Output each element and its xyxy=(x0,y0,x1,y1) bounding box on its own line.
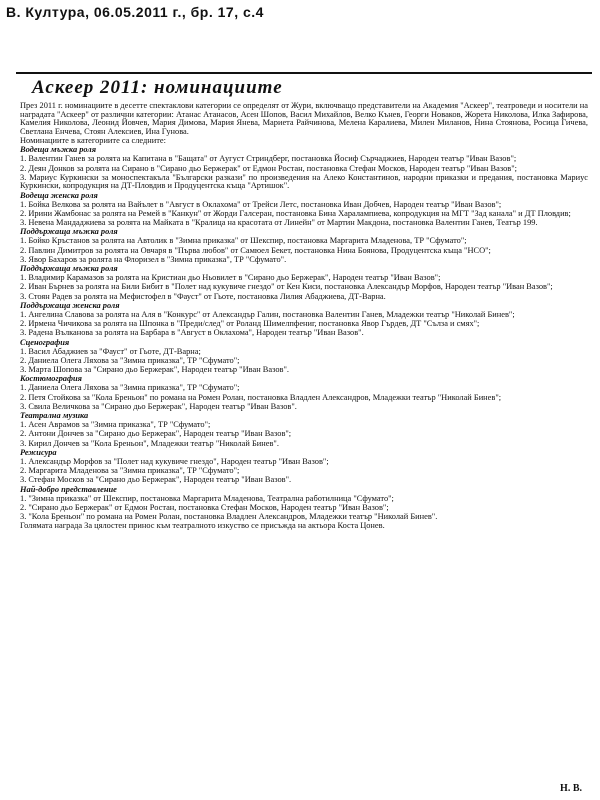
nomination-entry: 1. Владимир Карамазов за ролята на Кристиан дьо Ньовилет в "Сирано дьо Бержерак", Народен театър "Иван Вазов"; xyxy=(20,273,441,283)
closing-paragraph: Голямата награда За цялостен принос към театралното изкуство се присъжда на актьора Коста Цонев. xyxy=(20,521,385,531)
nomination-entry: 2. Ирмена Чичикова за ролята на Шпонка в "Преди/след" от Роланд Шимелпфениг, постановка Явор Гърдев, ДТ "Сълза и смях"; xyxy=(20,319,480,329)
nomination-entry: 1. Валентин Ганев за ролята на Капитана в "Бащата" от Аугуст Стриндберг, постановка Йосиф Сърчаджиев, Народен театър "Иван Вазов"; xyxy=(20,154,517,164)
nomination-entry: 3. Мариус Куркински за моноспектакъла "Български разкази" по произведения на Алеко Константинов, народни приказки и предания, постановка Мариус Куркински, копродукция на ДТ-Пловдив и Продуцентска къща "Артишок". xyxy=(20,172,588,191)
nomination-entry: 3. Явор Бахаров за ролята на Флоризел в "Зимна приказка", ТР "Сфумато". xyxy=(20,254,287,264)
nomination-entry: 2. Петя Стойкова за "Кола Бреньон" по романа на Ромен Ролан, постановка Владлен Александров, Младежки театър "Николай Бинев"; xyxy=(20,392,502,402)
nomination-entry: 2. "Сирано дьо Бержерак" от Едмон Ростан, постановка Стефан Москов, Народен театър "Иван Вазов"; xyxy=(20,502,389,512)
nomination-entry: 2. Деян Донков за ролята на Сирано в "Сирано дьо Бержерак" от Едмон Ростан, постановка Стефан Москов, Народен театър "Иван Вазов"; xyxy=(20,163,517,173)
nomination-entry: 1. Асен Аврамов за "Зимна приказка", ТР "Сфумато"; xyxy=(20,420,211,430)
nomination-entry: 3. "Кола Бреньон" по романа на Ромен Ролан, постановка Владлен Александров, Младежки театър "Николай Бинев". xyxy=(20,512,438,522)
nomination-entry: 1. Даниела Олега Ляхова за "Зимна приказка", ТР "Сфумато"; xyxy=(20,383,240,393)
nomination-entry: 1. Александър Морфов за "Полет над кукувиче гнездо", Народен театър "Иван Вазов"; xyxy=(20,456,329,466)
category-heading: Театрална музика xyxy=(20,411,89,420)
nomination-entry: 2. Маргарита Младенова за "Зимна приказка", ТР "Сфумато"; xyxy=(20,466,240,476)
nomination-entry: 3. Марта Шопова за "Сирано дьо Бержерак", Народен театър "Иван Вазов". xyxy=(20,365,289,375)
intro-paragraph-2: Номинациите в категориите са следните: xyxy=(20,135,166,145)
nomination-entry: 3. Кирил Дончев за "Кола Бреньон", Младежки театър "Николай Бинев". xyxy=(20,438,279,448)
nomination-entry: 2. Антони Дончев за "Сирано дьо Бержерак", Народен театър "Иван Вазов"; xyxy=(20,429,292,439)
category-heading: Водеща женска роля xyxy=(20,190,98,200)
category-heading: Сценография xyxy=(20,337,70,347)
nomination-entry: 3. Стоян Радев за ролята на Мефистофел в "Фауст" от Гьоте, постановка Лилия Абаджиева, ДТ-Варна. xyxy=(20,291,386,301)
category-heading: Поддържаща женска роля xyxy=(20,300,120,310)
nomination-entry: 3. Радена Вълканова за ролята на Барбара в "Август в Оклахома", Народен театър "Иван Вазов". xyxy=(20,328,364,338)
category-heading: Костюмография xyxy=(20,374,82,384)
category-heading: Поддържаща мъжка роля xyxy=(20,264,118,273)
nomination-entry: 1. Бойко Кръстанов за ролята на Автолик в "Зимна приказка" от Шекспир, постановка Маргарита Младенова, ТР "Сфумато"; xyxy=(20,236,467,246)
category-heading: Поддържаща мъжка роля xyxy=(20,227,118,237)
author-signature: Н. В. xyxy=(560,783,582,794)
nomination-entry: 2. Ирини Жамбонас за ролята на Ремей в "Канкун" от Жорди Галсеран, постановка Бина Харалампиева, копродукция на МГТ "Зад канала" и ДТ Пловдив; xyxy=(20,208,571,218)
category-heading: Най-добро представление xyxy=(20,484,117,494)
article-body xyxy=(20,102,588,531)
top-rule xyxy=(16,72,592,74)
source-line: В. Култура, 06.05.2011 г., бр. 17, с.4 xyxy=(6,4,264,20)
nomination-entry: 1. "Зимна приказка" от Шекспир, постановка Маргарита Младенова, Театрална работилница "Сфумато"; xyxy=(20,493,394,503)
article-headline: Аскеер 2011: номинациите xyxy=(32,77,283,98)
nomination-entry: 2. Иван Бърнев за ролята на Били Бибит в "Полет над кукувиче гнездо" от Кен Киси, постановка Александър Морфов, Народен театър "Иван Вазов"; xyxy=(20,282,553,292)
nomination-entry: 3. Невена Мандаджиева за ролята на Майката в "Кралица на красотата от Линейн" от Мартин Макдона, постановка Валентин Ганев, Театър 199. xyxy=(20,218,538,228)
nomination-entry: 2. Даниела Олега Ляхова за "Зимна приказка", ТР "Сфумато"; xyxy=(20,355,240,365)
nomination-entry: 3. Свила Величкова за "Сирано дьо Бержерак", Народен театър "Иван Вазов". xyxy=(20,401,297,411)
category-heading: Режисура xyxy=(20,447,57,457)
nomination-entry: 1. Ангелина Славова за ролята на Аля в "Конкурс" от Александър Галин, постановка Валентин Ганев, Младежки театър "Николай Бинев"; xyxy=(20,309,515,319)
category-heading: Водеща мъжка роля xyxy=(20,145,97,155)
nomination-entry: 1. Бойка Велкова за ролята на Вайълет в "Август в Оклахома" от Трейси Летс, постановка Иван Добчев, Народен театър "Иван Вазов"; xyxy=(20,199,502,209)
nomination-entry: 3. Стефан Москов за "Сирано дьо Бержерак", Народен театър "Иван Вазов". xyxy=(20,475,292,485)
nomination-entry: 1. Васил Абаджиев за "Фауст" от Гьоте, ДТ-Варна; xyxy=(20,346,201,356)
intro-paragraph: През 2011 г. номинациите в десетте спектаклови категории се определят от Жури, включващо представители на Академия "Аскеер", театроведи и носители на наградата "Аскеер" от различни категории: Атанас Атанасов, Асен Шопов, Васил Михайлов, Велко Кънев, Георги Новаков, Жорета Николова, Илка Зафирова, Камелия Николова, Леонид Йовчев, Мария Димова, Мария Янева, Мариета Райчинова, Мелена Каралиева, Милен Миланов, Нина Стоянова, Росица Гичева, Светлана Енчева, Стоян Алексиев, Ина Гунова. xyxy=(20,101,588,136)
nomination-entry: 2. Павлин Димитров за ролята на Овчаря в "Първа любов" от Самюел Бекет, постановка Нина Боянова, Продуцентска къща "НСО"; xyxy=(20,245,491,255)
article-clipping xyxy=(12,72,592,796)
nomination-sections xyxy=(20,146,588,522)
